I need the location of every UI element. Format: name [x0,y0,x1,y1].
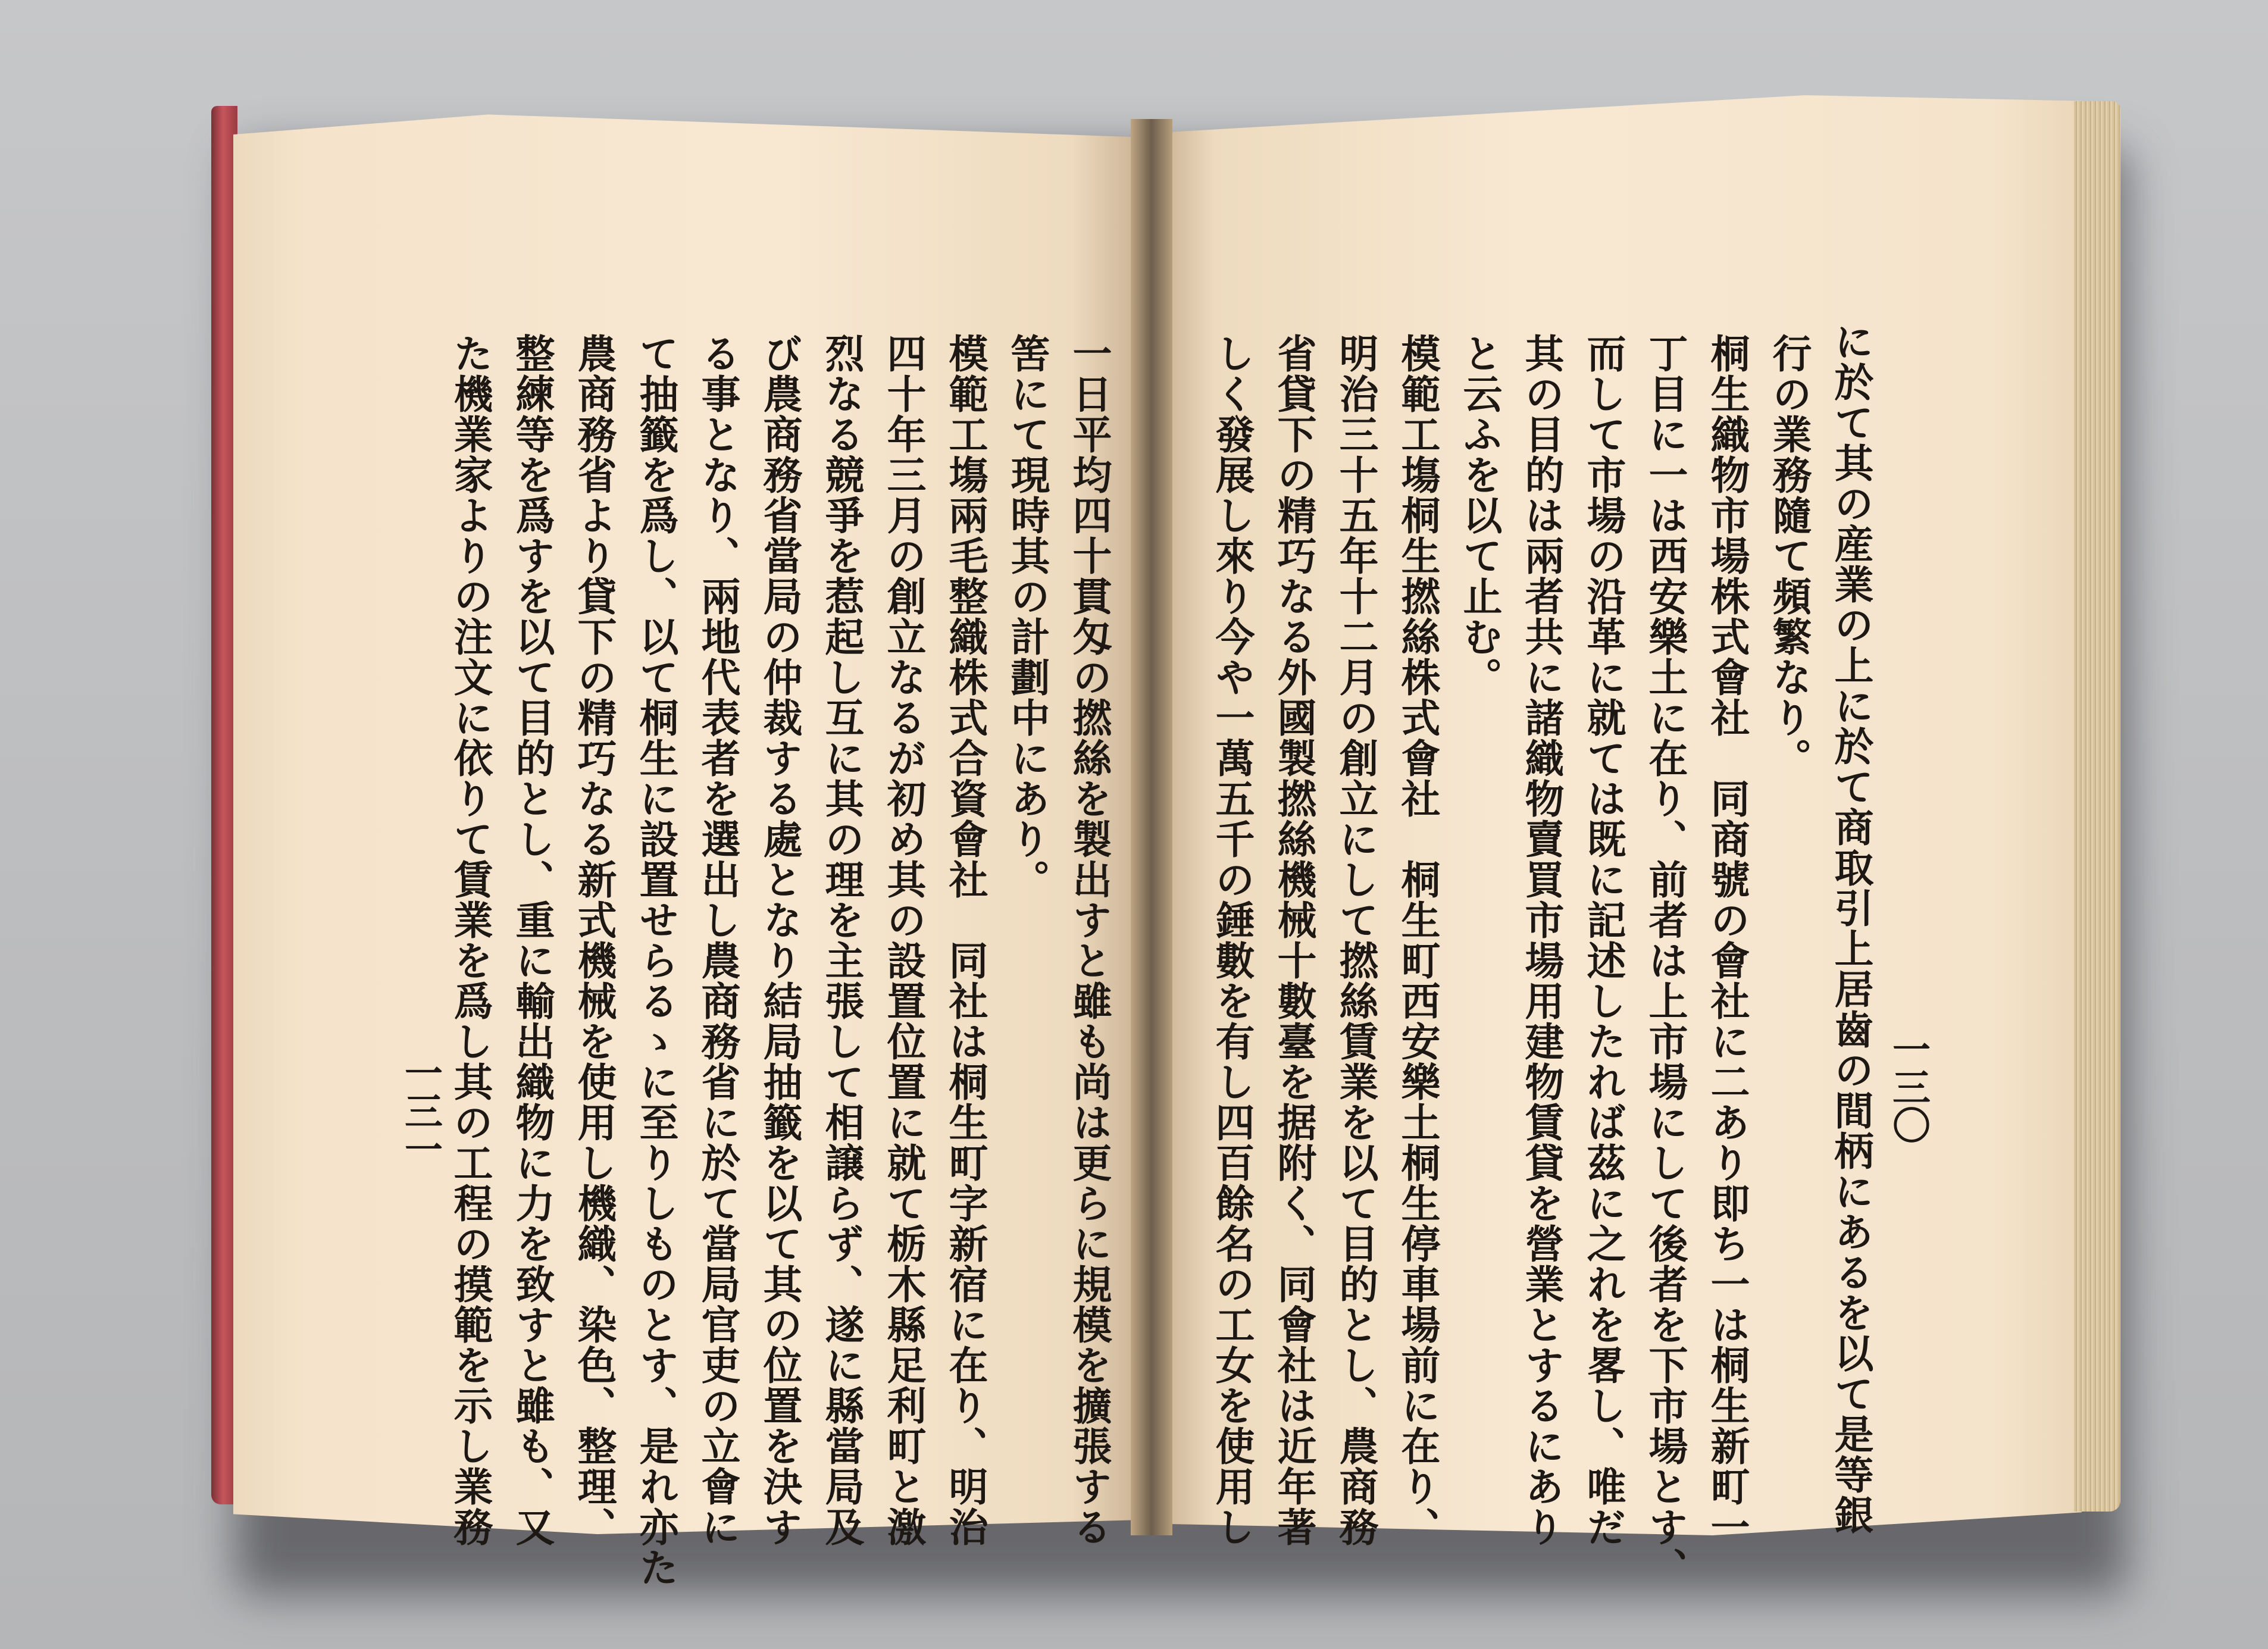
book-gutter [1131,119,1172,1535]
text-column: 一日平均四十貫匁の撚絲を製出すと雖も尚は更らに規模を擴張する [1066,333,1112,1547]
text-column: 其の目的は兩者共に諸織物賣買市場用建物賃貸を營業とするにあり [1518,333,1565,1547]
text-column: 模範工塲兩毛整織株式合資會社 同社は桐生町字新宿に在り、明治 [942,333,988,1547]
text-column: る事となり、兩地代表者を選出し農商務省に於て當局官吏の立會に [695,333,741,1547]
text-column: 筈にて現時其の計劃中にあり。 [1004,333,1050,900]
text-column: 農商務省より貸下の精巧なる新式機械を使用し機織、染色、整理、 [571,333,617,1547]
text-column: しく發展し來り今や一萬五千の錘數を有し四百餘名の工女を使用し [1209,333,1255,1547]
text-column: 模範工塲桐生撚絲株式會社 桐生町西安樂土桐生停車場前に在り、 [1394,333,1441,1547]
text-column: 省貸下の精巧なる外國製撚絲機械十數臺を据附く、同會社は近年著 [1271,333,1317,1547]
text-column: 而して市場の沿革に就ては既に記述したれば茲に之れを畧し、唯だ [1580,333,1626,1547]
text-column: と云ふを以て止む。 [1456,333,1503,697]
text-column: た機業家よりの注文に依りて賃業を爲し其の工程の摸範を示し業務 [447,333,493,1547]
page-number: 一三一 [398,1053,443,1168]
text-column: 整練等を爲すを以て目的とし、重に輸出織物に力を致すと雖も、又 [509,333,555,1547]
page-fore-edge [2074,101,2120,1512]
text-column: 四十年三月の創立なるが初め其の設置位置に就て栃木縣足利町と激 [880,333,927,1547]
text-column: に於て其の産業の上に於て商取引上居齒の間柄にあるを以て是等銀 [1828,321,1874,1535]
text-column: 明治三十五年十二月の創立にして撚絲賃業を以て目的とし、農商務 [1332,333,1379,1547]
text-column: 烈なる競爭を惹起し互に其の理を主張して相譲らず、遂に縣當局及 [818,333,865,1547]
text-column: 行の業務隨て頻繁なり。 [1766,333,1812,778]
page-number: 一三〇 [1886,1030,1931,1144]
text-column: て抽籤を爲し、以て桐生に設置せらるゝに至りしものとす、是れ亦た [633,333,679,1588]
text-column: び農商務省當局の仲裁する處となり結局抽籤を以て其の位置を決す [756,333,803,1547]
text-column: 丁目に一は西安樂土に在り、前者は上市場にして後者を下市場とす、 [1642,333,1688,1588]
text-column: 桐生織物市場株式會社 同商號の會社に二あり即ち一は桐生新町一 [1704,333,1750,1547]
